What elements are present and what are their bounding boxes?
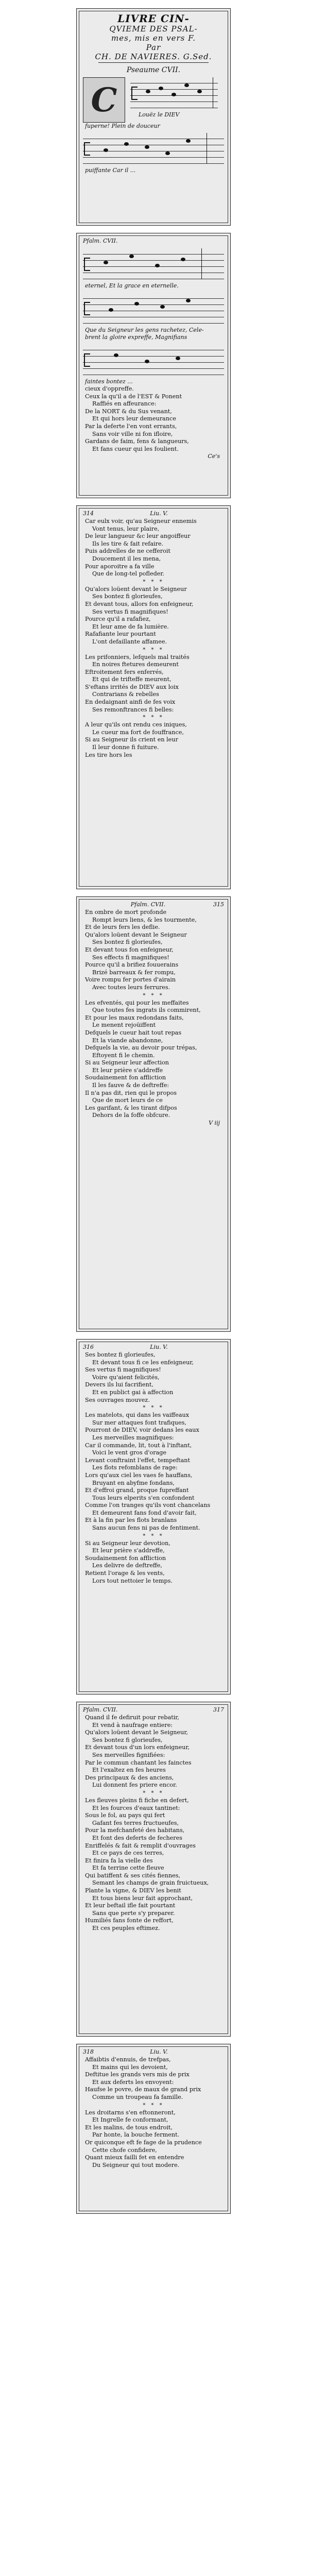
verse-line: Les garifant, & les tirant difpos: [85, 1104, 177, 1111]
verse-line: Les matelots, qui dans les vaiffeaux: [85, 1412, 190, 1419]
verse-line: Raffiés en affeurance:: [92, 400, 157, 408]
verse-line: Ses remonftrances fi belles:: [92, 706, 174, 713]
verse-block: [77, 2056, 230, 2169]
lyric-line: eternel, Et la grace en eternelle.: [85, 282, 179, 289]
running-head-center: Liu. V.: [150, 2048, 168, 2055]
verse-line: Ses vertus fi magnifiques!: [92, 608, 168, 615]
verse-line: L'ont defaillante affamee.: [92, 638, 167, 645]
signature-mark: V iij: [209, 1120, 220, 1127]
page-5: [76, 1339, 231, 1694]
verse-line: Ses bontez fi glorieufes,: [92, 939, 163, 946]
running-head-center: Pfalm. CVII.: [130, 901, 166, 908]
verse-line: Car eulx voir, qu'au Seigneur ennemis: [85, 518, 197, 524]
verse-line: Si au Seigneur ils crient en leur: [85, 736, 178, 743]
verse-line: Bruyant en abyfme fondans,: [92, 1479, 175, 1486]
verse-line: Et leur prière s'addreffe,: [92, 1547, 165, 1554]
verse-line: Avec toutes leurs ferrures.: [92, 984, 170, 991]
verse-line: De leur langueur &c leur angoiffeur: [85, 533, 191, 540]
verse-line: Et de leurs fers les deflie.: [85, 924, 160, 931]
verse-line: Rompt leurs liens, & les tourmente,: [92, 916, 197, 923]
verse-line: Defquels la vie, au devoir pour trépas,: [85, 1044, 197, 1052]
verse-line: Et aux deferts les envoyent:: [92, 2078, 174, 2086]
stanza-divider: * * *: [143, 992, 164, 998]
verse-line: Sur mer attaques font trafiques,: [92, 1419, 186, 1426]
verse-line: Ses merveilles fignifiées:: [92, 1751, 165, 1758]
verse-line: Et leur prière s'addreffe: [92, 1066, 163, 1074]
verse-line: Et mains qui les devoient,: [92, 2063, 168, 2071]
verse-line: Les delivre de deftreffe,: [92, 1562, 162, 1569]
verse-line: Ceux la qu'il a de l'EST & Ponent: [85, 393, 182, 400]
verse-line: Quand il fe defiruit pour rebatir,: [85, 1714, 179, 1721]
verse-line: Sans aucun fens ni pas de fentiment.: [92, 1524, 200, 1532]
verse-line: Les merveilles magnifiques:: [92, 1434, 174, 1441]
verse-line: Ils les tire & fait refaire.: [92, 540, 164, 547]
verse-line: Qui batiffent & ses cités fiennes,: [85, 1872, 181, 1879]
verse-line: Et ce pays de ces terres,: [92, 1850, 164, 1857]
verse-line: Pour aporoitre a fa ville: [85, 563, 154, 570]
verse-line: Doucement il les mena,: [92, 555, 161, 562]
music-note: [129, 255, 134, 258]
running-head-left: Pfalm. CVII.: [83, 238, 118, 244]
catchword: Ce's: [208, 453, 220, 460]
verse-line: Contrarians & rebelles: [92, 691, 159, 698]
verse-line: Et finira fa la vielle des: [85, 1857, 153, 1864]
verse-line: Voire qu'aient felicités,: [92, 1374, 160, 1381]
verse-line: Par la deferte l'en vont errants,: [85, 422, 177, 430]
verse-line: Vont tenus, leur plaire,: [92, 525, 160, 532]
verse-line: Affaibtis d'ennuis, de trefpas,: [85, 2056, 171, 2063]
verse-line: Les flots refomblans de rage:: [92, 1464, 178, 1471]
verse-line: Et à la fin par les flots branlans: [85, 1517, 177, 1524]
music-note: [171, 93, 176, 96]
lyric-line: Que du Seigneur les gens rachetez, Cele-: [85, 327, 204, 333]
lyric-line: brent la gloire expreffe, Magnifians: [85, 334, 187, 341]
verse-line: Et vend à naufrage entiere:: [92, 1721, 173, 1728]
verse-line: Et pour les maux redondans faits,: [85, 1014, 184, 1021]
verse-line: En ombre de mort profonde: [85, 909, 167, 916]
stanza-divider: * * *: [143, 647, 164, 653]
verse-line: A leur qu'ils ont rendu ces iniques,: [85, 721, 187, 728]
verse-line: Les tire hors les: [85, 751, 132, 758]
verse-line: Et font des deferts de fecheres: [92, 1834, 183, 1841]
music-note: [165, 151, 170, 155]
page-number: 316: [83, 1344, 94, 1350]
book-title-line: QVIEME DES PSAL-: [109, 24, 198, 33]
music-note: [109, 308, 113, 312]
stanza-divider: * * *: [143, 1790, 164, 1796]
verse-line: Or quiconque eft fe fage de la prudence: [85, 2139, 202, 2146]
lyric-line: faintes bontez ...: [85, 378, 133, 385]
running-head: [77, 897, 230, 909]
running-head: [77, 233, 230, 245]
verse-line: Qu'alors loüent devant le Seigneur: [85, 931, 187, 938]
verse-line: Il les fauve & de deftreffe:: [92, 1082, 169, 1089]
verse-block: [77, 1714, 230, 1933]
running-head: [77, 2044, 230, 2056]
verse-line: Pource qu'il a rafafiez,: [85, 616, 151, 623]
verse-line: Et Ingrelle fe conformant,: [92, 2116, 168, 2124]
verse-line: Brizé barreaux & fer rompu,: [92, 969, 176, 976]
running-head: [77, 1340, 230, 1351]
verse-line: Et devant tous fon enfeigneur,: [85, 946, 174, 953]
verse-line: Haufse le povre, de maux de grand prix: [85, 2086, 201, 2093]
clef-icon: [84, 353, 90, 367]
music-note: [114, 353, 118, 357]
music-note: [104, 148, 108, 152]
verse-line: Retient l'orage & les vents,: [85, 1570, 165, 1577]
stanza-divider: * * *: [143, 715, 164, 721]
verse-line: Du Seigneur qui tout modere.: [92, 2161, 180, 2168]
verse-line: Et d'effroi grand, proque fupreffant: [85, 1487, 189, 1494]
verse-line: Deftitue les grands vers mis de prix: [85, 2071, 190, 2078]
running-head: [77, 506, 230, 518]
running-head: [77, 1702, 230, 1714]
clef-icon: [84, 142, 90, 156]
music-note: [160, 305, 165, 309]
music-note: [186, 139, 191, 143]
music-note: [155, 264, 160, 267]
verse-line: Et la viande abandonne,: [92, 1037, 163, 1044]
verse-line: Sous le fol, au pays qui fert: [85, 1812, 165, 1819]
verse-line: Quant mieux failli fet en entendre: [85, 2154, 184, 2161]
verse-block: [77, 518, 230, 759]
verse-line: Ses effects fi magnifiques!: [92, 954, 169, 961]
book-title-line: mes, mis en vers F.: [111, 33, 196, 43]
verse-line: Que de long-tel pofleder.: [92, 570, 165, 578]
music-note: [184, 83, 189, 87]
verse-line: Ses bontez fi glorieufes,: [85, 1351, 156, 1358]
verse-line: Car il commande, lit, tout à l'inftant,: [85, 1442, 192, 1449]
verse-line: Pour la mefchanfeté des habitans,: [85, 1827, 185, 1834]
music-note: [145, 360, 149, 363]
verse-line: Les fleuves pleins fi fiche en defert,: [85, 1797, 189, 1804]
verse-line: Devers ils lui facrifient,: [85, 1381, 153, 1388]
music-staff: [83, 248, 224, 279]
verse-line: Que de mort leurs de ce: [92, 1097, 163, 1104]
page-number: 314: [83, 510, 94, 517]
verse-line: Dehors de la foffe obfcure.: [92, 1112, 170, 1119]
page-4: [76, 896, 231, 1332]
verse-line: Cette chofe confidere,: [92, 2146, 157, 2154]
verse-line: Sans voir ville ni fon ifloire,: [92, 430, 173, 437]
verse-line: Levant conftraint l'effet, tempeftant: [85, 1456, 190, 1464]
verse-line: cieux d'oppreffe.: [85, 385, 134, 392]
verse-line: Ses bontez fi glorieufes,: [92, 1736, 163, 1743]
verse-line: Eftoyent fi le chemin.: [92, 1052, 155, 1059]
verse-line: Lors tout nettoier le temps.: [92, 1577, 173, 1584]
verse-line: Enriffelés & fait & remplit d'ouvrages: [85, 1842, 196, 1849]
verse-line: Qu'alors loüent devant le Seigneur,: [85, 1729, 188, 1736]
music-note: [104, 261, 108, 264]
lyric-line: fuperne! Plein de douceur: [85, 123, 160, 129]
verse-line: Si au Seigneur leur affection: [85, 1059, 169, 1066]
verse-line: Pource qu'il a brifiez fouuerains: [85, 961, 179, 969]
verse-line: Les efventés, qui pour les meffaites: [85, 999, 189, 1006]
page-6: [76, 1702, 231, 2037]
music-note: [186, 299, 191, 302]
verse-line: Et fa terrine cette fleuve: [92, 1865, 164, 1872]
verse-line: Le cueur ma fort de fouffrance,: [92, 728, 184, 736]
page-number: 317: [213, 1706, 224, 1713]
verse-line: Pourront de DIEV, voir dedans les eaux: [85, 1427, 199, 1434]
music-note: [176, 357, 180, 360]
verse-line: Et devant tous fi ce les enfeigneur,: [92, 1359, 194, 1366]
music-note: [181, 258, 185, 261]
verse-line: Puis addrelles de ne cefferoit: [85, 548, 170, 555]
page-number: 315: [213, 901, 224, 908]
verse-line: Gafant fes terres fructueufes,: [92, 1819, 179, 1826]
verse-line: Lors qu'aux ciel les vaes fe hauffans,: [85, 1471, 193, 1479]
clef-icon: [84, 302, 90, 315]
verse-line: Soudainement fon affliction: [85, 1074, 166, 1081]
verse-line: Et qui hors leur demeurance: [92, 415, 176, 422]
verse-block: [77, 909, 230, 1126]
verse-line: Comme l'on tranges qu'ils vont chancelans: [85, 1502, 211, 1509]
verse-line: Sans que perte s'y preparer.: [92, 1909, 175, 1917]
verse-line: Defquels le cueur hait tout repas: [85, 1029, 182, 1036]
page-1: [76, 8, 231, 226]
verse-line: Voire rompu fer portes d'airain: [85, 976, 176, 984]
verse-line: Rafafiante leur pourtant: [85, 631, 156, 638]
verse-line: Qu'alors loüent devant le Seigneur: [85, 585, 187, 592]
verse-line: En dedaignant ainfi de fes voix: [85, 699, 176, 706]
verse-line: Par le commun chantant les fainctes: [85, 1759, 192, 1766]
verse-line: Eftroitement fers enferrés,: [85, 668, 164, 675]
verse-line: Humiliés fans fonte de reffort,: [85, 1917, 174, 1924]
verse-line: Lui donnent fes priere encor.: [92, 1782, 177, 1789]
verse-line: Le menent rejoüiffent: [92, 1022, 156, 1029]
lyric-line: Louëz le DIEV: [139, 111, 180, 118]
running-head-center: Liu. V.: [150, 510, 168, 517]
verse-line: Voici le vent gros d'orage: [92, 1449, 167, 1456]
book-title-line: LIVRE CIN-: [117, 12, 190, 25]
music-note: [145, 145, 149, 149]
verse-line: Et l'exaltez en fes heures: [92, 1767, 166, 1774]
page-3: [76, 505, 231, 889]
drop-cap: C: [83, 77, 125, 123]
music-staff: [83, 344, 224, 375]
page-2: [76, 233, 231, 498]
verse-line: Tous leurs elperits s'en confondent: [92, 1494, 195, 1501]
verse-line: Et leur ame de fa lumière.: [92, 623, 169, 630]
clef-icon: [84, 258, 90, 271]
verse-line: De la NORT & du Sus venant,: [85, 408, 172, 415]
verse-line: Et devant tous, allors fon enfeigneur,: [85, 600, 194, 607]
verse-line: Et en publict gai à affection: [92, 1388, 174, 1396]
verse-line: Comme un troupeau fa famille.: [92, 2093, 183, 2100]
verse-line: Si au Seigneur leur devotion,: [85, 1539, 170, 1547]
running-head-left: Pfalm. CVII.: [83, 1706, 118, 1713]
verse-line: Et tous biens leur fait approchant,: [92, 1894, 193, 1902]
verse-line: Ses ouvrages mouvez.: [85, 1396, 150, 1403]
clef-icon: [131, 87, 138, 100]
music-note: [124, 142, 129, 146]
verse-line: Plante la vigne, & DIEV les benit: [85, 1887, 181, 1894]
verse-line: Et fans cueur qui les foulient.: [92, 445, 179, 452]
author-prefix: Par: [146, 43, 161, 52]
author-name: CH. DE NAVIERES. G.Sed.: [95, 52, 212, 61]
stanza-divider: * * *: [143, 1533, 164, 1539]
divider: [98, 62, 209, 63]
verse-line: Que toutes fes ingrats ils commirent,: [92, 1007, 201, 1014]
running-head-center: Liu. V.: [150, 1344, 168, 1350]
verse-line: Des principaux & des anciens,: [85, 1774, 174, 1781]
music-note: [159, 87, 163, 90]
music-staff: [83, 133, 224, 164]
verse-line: Et les malins, de tous endroit,: [85, 2124, 173, 2131]
verse-line: Par honte, la bouche ferment.: [92, 2131, 180, 2139]
verse-line: Semant les champs de grain fruictueux,: [92, 1879, 209, 1887]
music-note: [197, 90, 202, 93]
music-staff: [130, 77, 218, 108]
music-staff: [83, 293, 224, 324]
verse-line: Les prifonniers, lefquels mal traités: [85, 653, 190, 660]
page-7: [76, 2044, 231, 2214]
music-note: [146, 90, 150, 93]
verse-line: S'eftans irrités de DIEV aux loix: [85, 683, 179, 690]
verse-line: Il n'a pas dit, rien qui le propos: [85, 1089, 177, 1096]
page-number: 318: [83, 2048, 94, 2055]
verse-line: En noires ftetures demeurent: [92, 661, 179, 668]
verse-line: Les droitarns s'en eftonneront,: [85, 2109, 176, 2116]
verse-line: Gardans de faim, fens & langueurs,: [85, 438, 189, 445]
verse-block: [77, 1351, 230, 1585]
verse-line: Il leur donne fi fuiture.: [92, 744, 159, 751]
verse-line: Et devant tous d'un lors enfeigneur,: [85, 1744, 190, 1751]
psalm-title: Pseaume CVII.: [126, 66, 181, 74]
lyric-line: puiffante Car il ...: [85, 167, 136, 174]
verse-line: Et qui de trifteffe meurent,: [92, 676, 171, 683]
verse-line: Soudainement fon affliction: [85, 1554, 166, 1562]
stanza-divider: * * *: [143, 2102, 164, 2108]
bar-line: [201, 248, 202, 279]
verse-line: Et leur beftail ifle fait pourtant: [85, 1902, 176, 1909]
stanza-divider: * * *: [143, 1405, 164, 1411]
verse-line: Ses bontez fi glorieufes,: [92, 593, 163, 600]
verse-line: Ses vertus fi magnifiques!: [85, 1366, 161, 1374]
stanza-divider: * * *: [143, 579, 164, 585]
verse-line: Et les fources d'eaux tantinet:: [92, 1804, 180, 1811]
verse-line: Et demeurent fans fond d'avoir fait,: [92, 1509, 197, 1516]
music-note: [134, 302, 139, 306]
verse-line: Et ces peuples eftimez.: [92, 1925, 160, 1932]
